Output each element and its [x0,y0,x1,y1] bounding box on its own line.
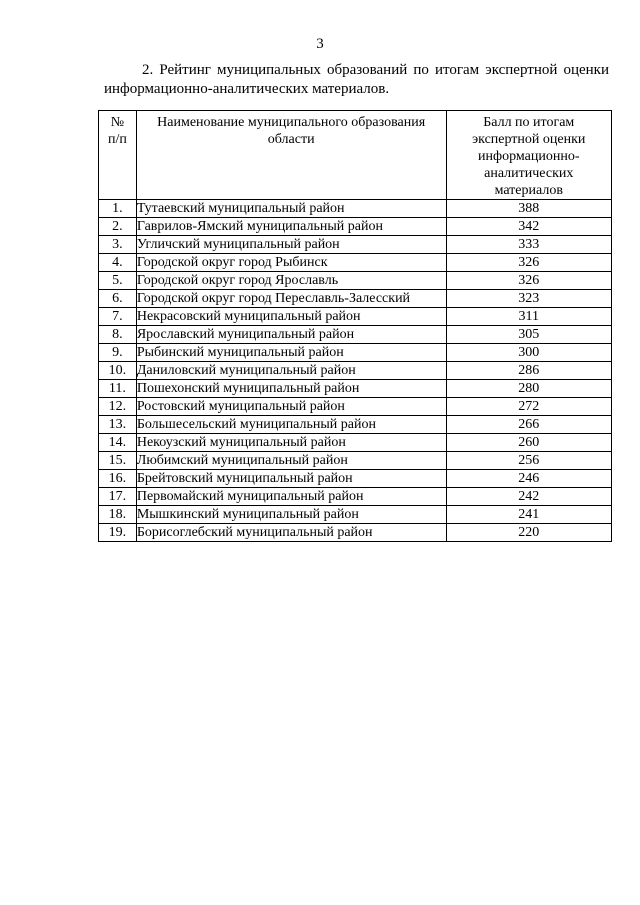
row-num: 7. [99,308,137,326]
page-number: 3 [316,36,324,52]
row-score: 272 [446,398,611,416]
row-name: Ярославский муниципальный район [136,326,446,344]
row-score: 241 [446,506,611,524]
table-row [99,398,612,416]
row-name: Городской округ город Рыбинск [136,254,446,272]
row-score: 280 [446,380,611,398]
row-num: 5. [99,272,137,290]
table-row [99,434,612,452]
row-num: 2. [99,218,137,236]
row-num: 19. [99,524,137,542]
row-name: Мышкинский муниципальный район [136,506,446,524]
header-score-line4: аналитических [484,166,574,181]
row-num: 13. [99,416,137,434]
table-row [99,524,612,542]
row-score: 342 [446,218,611,236]
row-score: 311 [446,308,611,326]
row-name: Первомайский муниципальный район [136,488,446,506]
row-name: Большесельский муниципальный район [136,416,446,434]
row-score: 260 [446,434,611,452]
row-name: Городской округ город Ярославль [136,272,446,290]
table-row [99,254,612,272]
row-score: 326 [446,254,611,272]
row-score: 305 [446,326,611,344]
row-name: Гаврилов-Ямский муниципальный район [136,218,446,236]
row-num: 17. [99,488,137,506]
table-row [99,200,612,218]
row-num: 3. [99,236,137,254]
header-score-line3: информационно- [478,149,580,164]
header-name-line2: области [267,132,315,147]
row-num: 10. [99,362,137,380]
header-num [99,111,137,200]
header-score-line1: Балл по итогам [483,115,575,130]
row-name: Городской округ город Переславль-Залесский [136,290,446,308]
row-num: 1. [99,200,137,218]
row-name: Даниловский муниципальный район [136,362,446,380]
row-num: 11. [99,380,137,398]
section-heading [104,61,609,99]
row-num: 14. [99,434,137,452]
section-heading-text: 2. Рейтинг муниципальных образований по итогам экспертной оценки информационно-аналитических материалов. [104,62,609,97]
row-score: 220 [446,524,611,542]
header-score [446,111,611,200]
header-score-line2: экспертной оценки [472,132,586,147]
table-row [99,506,612,524]
row-score: 326 [446,272,611,290]
row-num: 16. [99,470,137,488]
row-name: Некрасовский муниципальный район [136,308,446,326]
table-row [99,362,612,380]
row-score: 286 [446,362,611,380]
row-num: 12. [99,398,137,416]
table-row [99,236,612,254]
header-name-line1: Наименование муниципального образования [157,115,426,130]
row-score: 246 [446,470,611,488]
table-row [99,470,612,488]
table-row [99,416,612,434]
rating-table [98,110,612,542]
row-name: Тутаевский муниципальный район [136,200,446,218]
table-row [99,380,612,398]
table-row [99,344,612,362]
row-num: 6. [99,290,137,308]
row-score: 242 [446,488,611,506]
row-num: 18. [99,506,137,524]
row-num: 9. [99,344,137,362]
table-row [99,488,612,506]
row-num: 8. [99,326,137,344]
row-score: 266 [446,416,611,434]
row-name: Угличский муниципальный район [136,236,446,254]
row-num: 4. [99,254,137,272]
row-name: Некоузский муниципальный район [136,434,446,452]
row-name: Пошехонский муниципальный район [136,380,446,398]
row-num: 15. [99,452,137,470]
table-row [99,290,612,308]
row-name: Рыбинский муниципальный район [136,344,446,362]
row-name: Любимский муниципальный район [136,452,446,470]
table-row [99,218,612,236]
header-num-line2: п/п [107,132,127,147]
row-name: Брейтовский муниципальный район [136,470,446,488]
table-row [99,308,612,326]
header-num-line1: № [110,115,125,130]
row-name: Борисоглебский муниципальный район [136,524,446,542]
table-row [99,452,612,470]
table-row [99,326,612,344]
header-score-line5: материалов [494,183,563,198]
table-header-row [99,111,612,200]
table-row [99,272,612,290]
row-name: Ростовский муниципальный район [136,398,446,416]
row-score: 300 [446,344,611,362]
row-score: 256 [446,452,611,470]
header-name [136,111,446,200]
row-score: 333 [446,236,611,254]
row-score: 323 [446,290,611,308]
row-score: 388 [446,200,611,218]
